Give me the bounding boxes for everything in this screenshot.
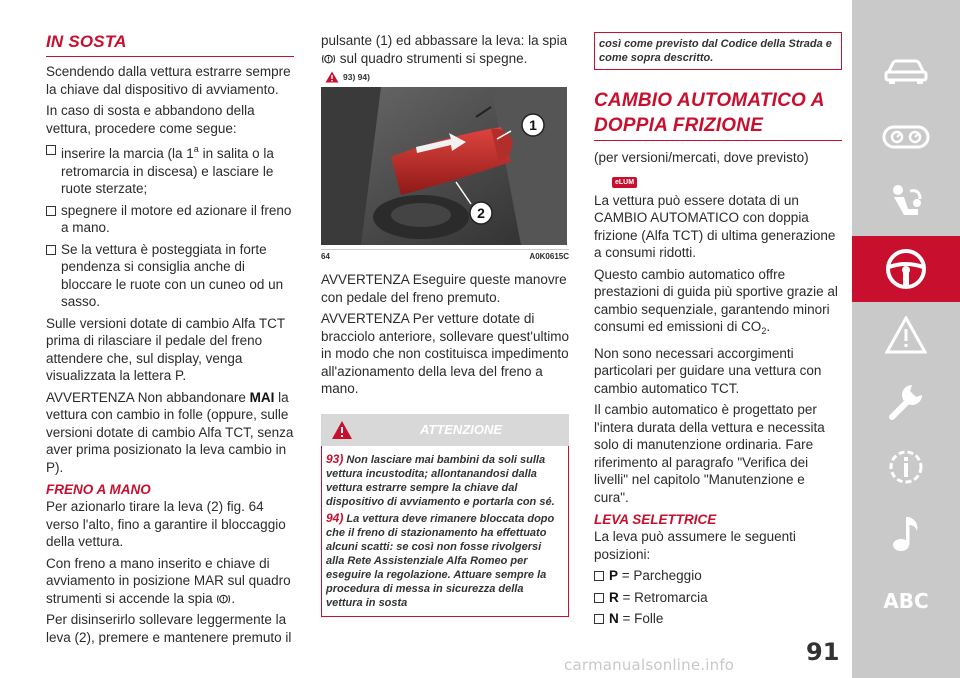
chapter-sidebar [852,0,960,678]
bullet-text: inserire la marcia (la 1 [61,146,194,161]
sidebar-item-driving[interactable] [852,236,960,302]
sidebar-item-multimedia[interactable] [852,500,960,566]
warning-number: 93) [326,451,344,466]
paragraph: Sulle versioni dotate di cambio Alfa TCT prima di rilasciare il pedale del freno attendere che, sul display, venga visualizzata la lettera P. [46,315,285,383]
subsection-title-leva-selettrice: LEVA SELETTRICE [594,512,717,527]
checkbox-square-icon [46,245,56,255]
section-title-cambio-automatico [594,88,842,141]
paragraph: Per azionarlo tirare la leva (2) fig. 64 verso l'alto, fino a garantire il bloccaggio della vettura. [46,499,286,549]
paragraph: AVVERTENZA Eseguire queste manovre con pedale del freno premuto. [321,272,567,305]
column-middle [321,32,569,617]
elum-badge: eLUM [612,177,637,188]
text: . [766,319,771,334]
superscript: a [193,144,199,154]
checkbox-square-icon [594,571,604,581]
column-right [594,32,842,632]
paragraph: (per versioni/mercati, dove previsto) [594,150,809,165]
figure-handbrake-photo [321,87,567,245]
warning-93 [326,452,562,509]
position-key: P [609,568,619,583]
paragraph [594,266,842,341]
sidebar-item-index[interactable] [852,568,960,634]
position-item-p [594,567,842,589]
brake-warning-lamp-icon [321,53,336,65]
warning-number: 94) [326,510,344,525]
figure-caption [321,249,569,261]
position-label: = Folle [618,611,664,626]
figure-number: 64 [321,252,330,261]
paragraph: Scendendo dalla vettura estrarre sempre la chiave dal dispositivo di avviamento. [46,64,291,97]
paragraph: Non sono necessari accorgimenti particolari per guidare una vettura con cambio automatico TCT. [594,345,822,396]
bullet-text: in salita o la retromarcia in discesa) e lasciare le ruote sterzate; [61,146,274,196]
bullet-item [46,141,294,202]
wrench-icon [886,381,926,421]
music-note-icon [891,513,921,553]
warning-94 [326,511,562,610]
position-item-r [594,589,842,611]
dashboard-gauges-icon [882,125,930,149]
text: sul quadro strumenti si spegne. [336,50,528,66]
paragraph: La leva può assumere le seguenti posizioni: [594,529,796,562]
paragraph: Il cambio automatico è progettato per l'intera durata della vettura e necessita solo di manutenzione ordinaria. Fare riferimento al paragrafo "Verifica dei livelli" nel capitolo "Manutenzione e cura". [594,402,825,505]
position-label: = Retromarcia [618,589,708,605]
warning-text: Non lasciare mai bambini da soli sulla vettura incustodita; allontanandosi dalla vettura estrarre sempre la chiave dal dispositivo di avviamento e portarla con sé. [326,453,555,508]
sidebar-item-safety[interactable] [852,170,960,236]
checkbox-square-icon [594,614,604,624]
sidebar-item-emergency[interactable] [852,302,960,368]
bullet-item [46,241,294,315]
checkbox-square-icon [46,145,56,155]
section-title-in-sosta: IN SOSTA [46,32,294,57]
callout-2: 2 [477,205,485,221]
text: AVVERTENZA Non abbandonare [46,389,250,405]
subscript: 2 [761,326,767,336]
checkbox-square-icon [46,206,56,216]
page-number: 91 [806,638,840,666]
callout-1: 1 [529,117,537,133]
position-item-n [594,610,842,632]
warning-triangle-icon [325,71,339,83]
text: pulsante (1) ed abbassare la leva: la spia [321,33,568,48]
text: . [231,590,236,606]
sidebar-item-technical[interactable] [852,434,960,500]
warning-text: così come previsto dal Codice della Strada e come sopra descritto. [599,38,832,64]
figure-code: A0K0615C [529,252,569,261]
warning-title: ATTENZIONE [419,422,503,437]
paragraph: AVVERTENZA Per vetture dotate di bracciolo anteriore, sollevare quest'ultimo in modo che non costituisca impedimento all'azionamento della leva del freno a mano. [321,311,569,396]
handbrake-illustration [321,87,567,245]
text: la vettura con cambio in folle (oppure, sulle versioni dotate di cambio Alfa TCT, senza aver prima posizionato la leva cambio in P). [46,389,294,475]
position-key: R [609,589,619,605]
warning-triangle-icon [331,420,353,440]
warning-continuation [594,32,842,70]
info-gear-icon [885,446,927,488]
paragraph: Per disinserirlo sollevare leggermente la leva (2), premere e mantenere premuto il [46,612,292,645]
paragraph [46,389,294,477]
paragraph: In caso di sosta e abbandono della vettura, procedere come segue: [46,103,255,136]
text: Questo cambio automatico offre prestazioni di guida più sportive grazie al cambio sequenziale, garantendo minori consumi ed emissioni di CO [594,266,838,334]
brake-warning-lamp-icon [216,593,231,605]
title-line: DOPPIA FRIZIONE [594,115,764,136]
warning-header [321,414,569,446]
sidebar-item-car[interactable] [852,38,960,104]
checkbox-square-icon [594,593,604,603]
sidebar-item-maintenance[interactable] [852,368,960,434]
paragraph [321,32,569,67]
steering-wheel-icon [884,247,928,291]
warning-triangle-icon [885,316,927,354]
warning-box [321,446,569,617]
seat-airbag-icon [886,183,926,223]
figure-refs-text: 93) 94) [343,72,370,82]
index-abc-label: ABC [883,589,929,613]
title-line: CAMBIO AUTOMATICO A [594,90,825,111]
column-left [46,32,294,650]
position-label: = Parcheggio [618,568,702,583]
bullet-text: spegnere il motore ed azionare il freno a mano. [61,202,292,235]
text: Con freno a mano inserito e chiave di avviamento in posizione MAR sul quadro strumenti si accende la spia [46,555,291,606]
watermark: carmanualsonline.info [564,656,735,674]
emphasis: MAI [249,389,275,405]
bullet-item [46,202,294,241]
figure-warning-refs [325,71,569,83]
warning-text: La vettura deve rimanere bloccata dopo che il freno di stazionamento ha effettuato alcuni scatti: se così non fosse rivolgersi alla Rete Assistenziale Alfa Romeo per eseguire la regolazione. Attuare sempre la procedura di messa in sicurezza della vettura in sosta [326,512,555,609]
sidebar-item-dashboard[interactable] [852,104,960,170]
paragraph: La vettura può essere dotata di un CAMBIO AUTOMATICO con doppia frizione (Alfa TCT) di ultima generazione a consumi ridotti. [594,192,836,260]
subsection-title-freno-a-mano: FRENO A MANO [46,482,151,497]
car-icon [884,57,928,85]
paragraph [46,555,294,608]
bullet-text: Se la vettura è posteggiata in forte pendenza si consiglia anche di bloccare le ruote con un cuneo od un sasso. [61,241,284,309]
position-key: N [609,611,619,626]
